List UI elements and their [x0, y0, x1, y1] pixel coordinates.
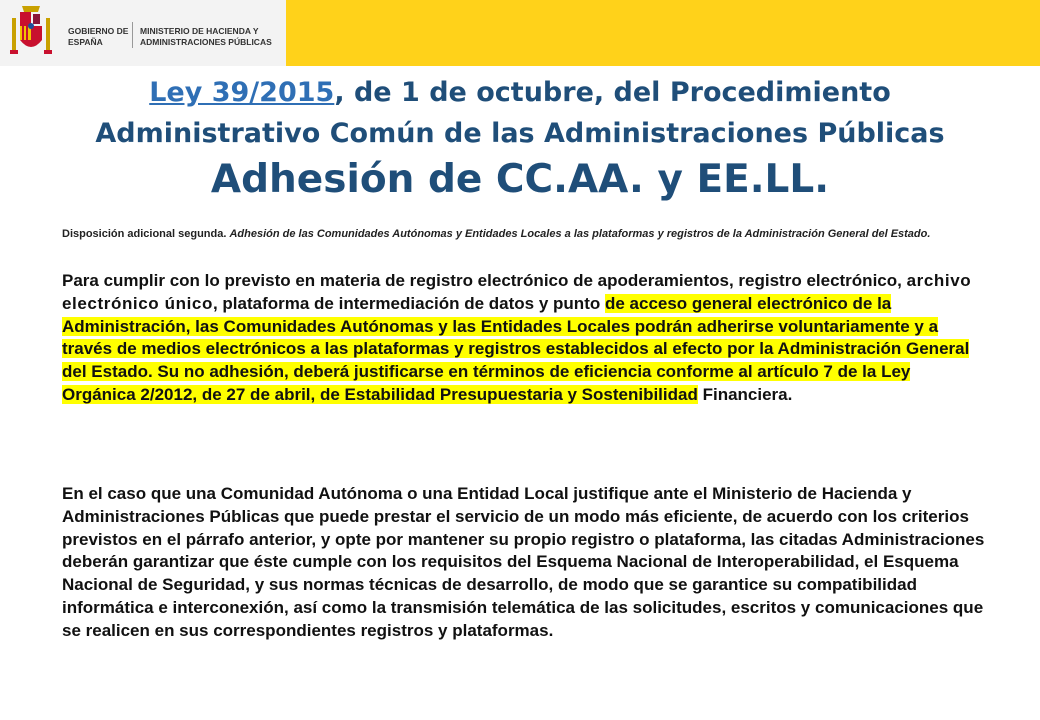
title-line-1 [0, 72, 1040, 114]
law-link[interactable]: Ley 39/2015 [149, 77, 335, 108]
paragraph-1 [62, 270, 986, 407]
highlighted-text: de acceso general electrónico de la Administración, las Comunidades Autónomas y las Entidades Locales podrán adherirse voluntariamente y a través de medios electrónicos a las plataformas y registros establecidos al efecto por la Administración General del Estado. Su no adhesión, deberá justificarse en términos de eficiencia conforme al artículo 7 de la Ley Orgánica 2/2012, de 27 de abril, de Estabilidad Presupuestaria y Sostenibilidad [62, 293, 970, 404]
title-line-1-rest: , de 1 de octubre, del Procedimiento [334, 77, 891, 108]
paragraph-1-emphasis: archivo electrónico único [62, 271, 972, 313]
provision-lead: Disposición adicional segunda. [62, 228, 227, 240]
page-title: Adhesión de CC.AA. y EE.LL. [210, 157, 830, 202]
logo-divider [132, 22, 133, 48]
coat-of-arms-icon [8, 4, 54, 62]
ministry-label: MINISTERIO DE HACIENDA Y ADMINISTRACIONES PÚBLICAS [140, 26, 272, 47]
government-label: GOBIERNO DE ESPAÑA [68, 26, 129, 47]
title-block [0, 72, 1040, 206]
paragraph-1-part-2: , plataforma de intermediación de datos y punto [212, 293, 605, 313]
paragraph-1-part-1: Para cumplir con lo previsto en materia de registro electrónico de apoderamientos, registro electrónico, [62, 271, 907, 290]
provision-heading [62, 226, 982, 242]
paragraph-1-tail: Financiera. [697, 384, 793, 404]
government-logo-box [0, 0, 286, 66]
title-line-2: Administrativo Común de las Administraciones Públicas [95, 118, 945, 149]
provision-subtitle: Adhesión de las Comunidades Autónomas y Entidades Locales a las plataformas y registros de la Administración General del Estado. [229, 228, 931, 240]
header-banner [0, 0, 1040, 66]
paragraph-2: En el caso que una Comunidad Autónoma o una Entidad Local justifique ante el Ministerio de Hacienda y Administraciones Públicas que puede prestar el servicio de un modo más eficiente, de acuerdo con los criterios previstos en el párrafo anterior, y opte por mantener su propio registro o plataforma, las citadas Administraciones deberán garantizar que éste cumple con los requisitos del Esquema Nacional de Interoperabilidad, el Esquema Nacional de Seguridad, y sus normas técnicas de desarrollo, de modo que se garantice su compatibilidad informática e interconexión, así como la transmisión telemática de las solicitudes, escritos y comunicaciones que se realicen en sus correspondientes registros y plataformas. [62, 484, 985, 640]
